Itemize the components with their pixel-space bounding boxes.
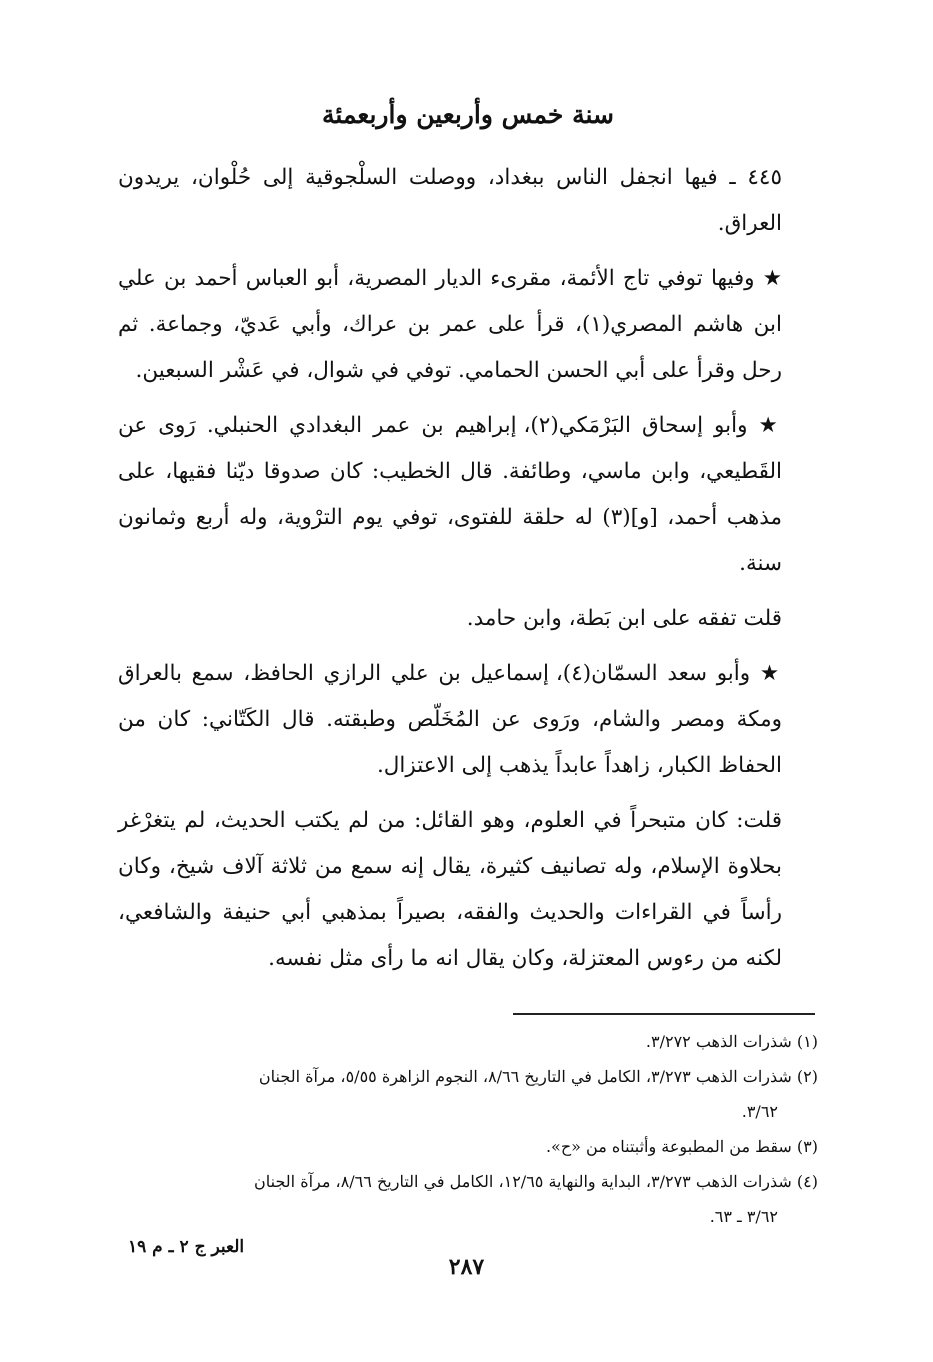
paragraph-biography-3: ★ وأبو سعد السمّان(٤)، إسماعيل بن علي الرازي الحافظ، سمع بالعراق ومكة ومصر والشام، ورَوى عن المُخَلّص وطبقته. قال الكَتّاني: كان من الحفاظ الكبار، زاهداً عابداً يذهب إلى الاعتزال. (118, 661, 782, 778)
page-title: سنة خمس وأربعين وأربعمئة (322, 100, 614, 129)
footnotes (118, 1024, 818, 1234)
footnote-2-continuation: ٣/٦٢. (741, 1102, 778, 1121)
footnote-divider (513, 1013, 815, 1015)
paragraph-comment-2: قلت: كان متبحراً في العلوم، وهو القائل: من لم يكتب الحديث، لم يتغرْغر بحلاوة الإسلام، وله تصانيف كثيرة، يقال إنه سمع من ثلاثة آلاف شيخ، وكان رأساً في القراءات والحديث والفقه، بصيراً بمذهبي أبي حنيفة والشافعي، لكنه من رءوس المعتزلة، وكان يقال انه ما رأى مثل نفسه. (118, 808, 782, 971)
printer-signature: العبر ج ٢ ـ م ١٩ (128, 1237, 245, 1257)
paragraph-biography-1: ★ وفيها توفي تاج الأئمة، مقرىء الديار المصرية، أبو العباس أحمد بن علي ابن هاشم المصري(١)، قرأ على عمر بن عراك، وأبي عَديّ، وجماعة. ثم رحل وقرأ على أبي الحسن الحمامي. توفي في شوال، في عَشْر السبعين. (118, 266, 782, 383)
page-number: ٢٨٧ (448, 1254, 485, 1280)
paragraph-biography-2: ★ وأبو إسحاق البَرْمَكي(٢)، إبراهيم بن عمر البغدادي الحنبلي. رَوى عن القَطيعي، وابن ماسي، وطائفة. قال الخطيب: كان صدوقا ديّنا فقيها، على مذهب أحمد، [و](٣) له حلقة للفتوى، توفي يوم الترْوية، وله أربع وثمانون سنة. (118, 413, 782, 576)
paragraph-entry-445: ٤٤٥ ـ فيها انجفل الناس ببغداد، ووصلت السلْجوقية إلى حُلْوان، يريدون العراق. (118, 165, 782, 236)
footnote-1: (١) شذرات الذهب ٣/٢٧٢. (645, 1032, 818, 1051)
page-body (118, 95, 818, 991)
footnote-4: (٤) شذرات الذهب ٣/٢٧٣، البداية والنهاية ١٢/٦٥، الكامل في التاريخ ٨/٦٦، مرآة الجنان (254, 1172, 818, 1191)
footnote-2: (٢) شذرات الذهب ٣/٢٧٣، الكامل في التاريخ ٨/٦٦، النجوم الزاهرة ٥/٥٥، مرآة الجنان (258, 1067, 818, 1086)
footnote-3: (٣) سقط من المطبوعة وأثبتناه من «ح». (545, 1137, 818, 1156)
footnote-4-continuation: ٣/٦٢ ـ ٦٣. (709, 1207, 778, 1226)
paragraph-comment-1: قلت تفقه على ابن بَطة، وابن حامد. (466, 606, 782, 631)
